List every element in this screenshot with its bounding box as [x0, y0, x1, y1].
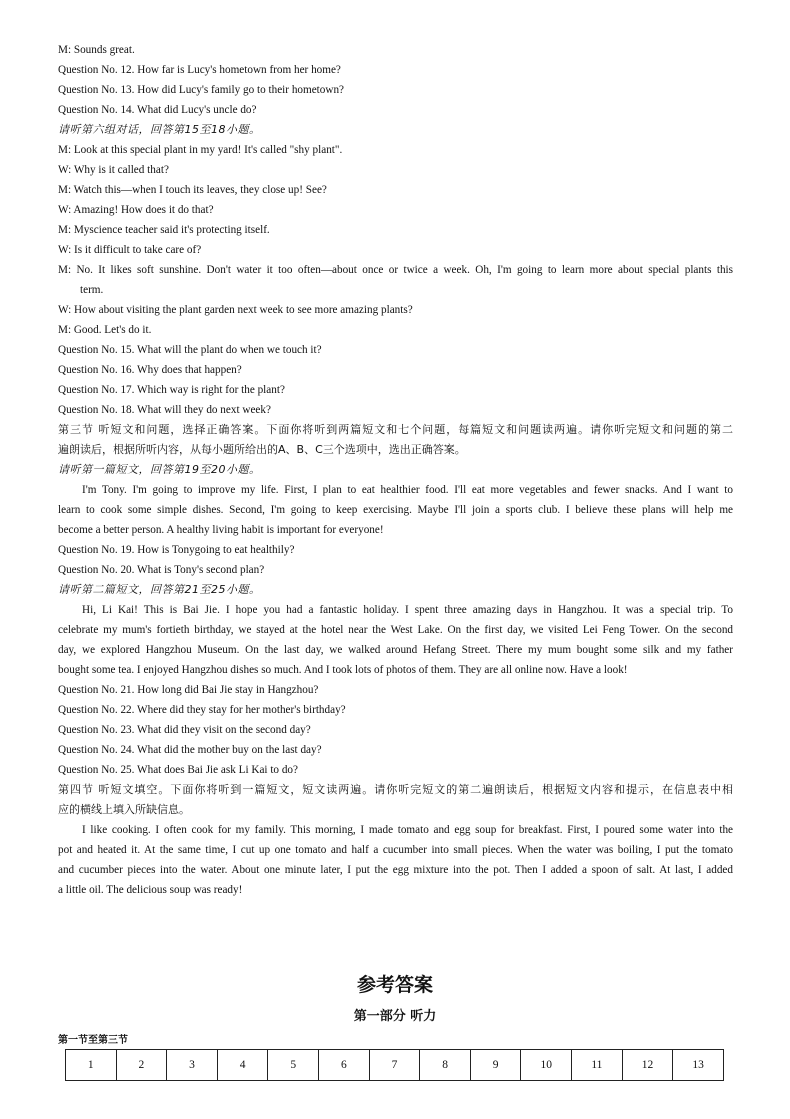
dialogue-line: M: Myscience teacher said it's protecting itself. [58, 224, 270, 236]
dialogue-line: W: Is it difficult to take care of? [58, 244, 202, 256]
dialogue-line: W: Amazing! How does it do that? [58, 204, 214, 216]
passage-line: a little oil. The delicious soup was ready! [58, 884, 243, 896]
dialogue-line: M: Sounds great. [58, 44, 135, 56]
question-line: Question No. 15. What will the plant do when we touch it? [58, 344, 322, 356]
table-cell: 13 [673, 1050, 724, 1081]
question-line: Question No. 22. Where did they stay for her mother's birthday? [58, 704, 346, 716]
passage-line: day, we explored Hangzhou Museum. On the last day, we walked around Hefang Street. There my mum bought some silk and my father [58, 644, 733, 656]
passage-line: I like cooking. I often cook for my family. This morning, I made tomato and egg soup for breakfast. First, I poured some water into the [82, 824, 733, 836]
passage-line: celebrate my mum's fortieth birthday, we stayed at the hotel near the West Lake. On the first day, we visited Lei Feng Tower. On the second [58, 624, 733, 636]
dialogue-line: W: How about visiting the plant garden next week to see more amazing plants? [58, 304, 413, 316]
table-cell: 3 [167, 1050, 218, 1081]
table-cell: 4 [217, 1050, 268, 1081]
table-cell: 12 [622, 1050, 673, 1081]
question-line: Question No. 21. How long did Bai Jie stay in Hangzhou? [58, 684, 319, 696]
dialogue-line: M: Watch this—when I touch its leaves, they close up! See? [58, 184, 327, 196]
dialogue-line: M: No. It likes soft sunshine. Don't water it too often—about once or twice a week. Oh, I'm going to learn more about special plants this [58, 264, 733, 276]
passage-line: pot and heated it. At the same time, I cut up one tomato and half a cucumber into small pieces. When the water was boiling, I put the tomato [58, 844, 733, 856]
dialogue-line: M: Good. Let's do it. [58, 324, 152, 336]
passage-line: learn to cook some simple dishes. Second, I'm going to keep exercising. Maybe I'll join a sports club. I believe these plans will help me [58, 504, 733, 516]
question-line: Question No. 14. What did Lucy's uncle do? [58, 104, 257, 116]
table-row [66, 1050, 724, 1081]
table-cell: 10 [521, 1050, 572, 1081]
section-instruction: 请听第六组对话，回答第15至18小题。 [58, 123, 261, 136]
table-cell: 7 [369, 1050, 420, 1081]
table-cell: 8 [420, 1050, 471, 1081]
dialogue-line: W: Why is it called that? [58, 164, 169, 176]
table-cell: 6 [319, 1050, 370, 1081]
section-instruction: 请听第二篇短文，回答第21至25小题。 [58, 583, 261, 596]
table-cell: 11 [572, 1050, 623, 1081]
question-line: Question No. 25. What does Bai Jie ask Li Kai to do? [58, 764, 298, 776]
table-label: 第一节至第三节 [58, 1035, 128, 1046]
section-instruction: 请听第一篇短文，回答第19至20小题。 [58, 463, 261, 476]
question-line: Question No. 12. How far is Lucy's hometown from her home? [58, 64, 341, 76]
passage-line: and cucumber pieces into the water. About one minute later, I put the egg mixture into the pot. Then I added a spoon of salt. At last, I added [58, 864, 733, 876]
dialogue-line: M: Look at this special plant in my yard! It's called "shy plant". [58, 144, 343, 156]
section-heading-continued: 遍朗读后，根据所听内容，从每小题所给出的A、B、C三个选项中，选出正确答案。 [58, 443, 466, 456]
section-heading: 第四节 听短文填空。下面你将听到一篇短文，短文读两遍。请你听完短文的第二遍朗读后，根据短文内容和提示，在信息表中相 [58, 783, 733, 796]
section-heading: 第三节 听短文和问题，选择正确答案。下面你将听到两篇短文和七个问题，每篇短文和问题读两遍。请你听完短文和问题的第二 [58, 423, 733, 436]
passage-line: bought some tea. I enjoyed Hangzhou dishes so much. And I took lots of photos of them. They are all online now. Have a look! [58, 664, 628, 676]
answer-table [65, 1049, 724, 1081]
table-cell: 5 [268, 1050, 319, 1081]
answer-key-title: 参考答案 [356, 974, 433, 996]
table-cell: 2 [116, 1050, 167, 1081]
answer-key-subtitle: 第一部分 听力 [353, 1009, 437, 1024]
passage-line: I'm Tony. I'm going to improve my life. First, I plan to eat healthier food. I'll eat more vegetables and fewer snacks. And I want to [82, 484, 733, 496]
question-line: Question No. 20. What is Tony's second plan? [58, 564, 265, 576]
table-cell: 9 [470, 1050, 521, 1081]
section-heading-continued: 应的横线上填入所缺信息。 [58, 803, 190, 816]
passage-line: Hi, Li Kai! This is Bai Jie. I hope you had a fantastic holiday. I spent three amazing days in Hangzhou. It was a special trip. To [82, 604, 733, 616]
passage-line: become a better person. A healthy living habit is important for everyone! [58, 524, 384, 536]
question-line: Question No. 23. What did they visit on the second day? [58, 724, 311, 736]
table-cell: 1 [66, 1050, 117, 1081]
question-line: Question No. 18. What will they do next week? [58, 404, 271, 416]
question-line: Question No. 13. How did Lucy's family go to their hometown? [58, 84, 345, 96]
question-line: Question No. 19. How is Tonygoing to eat healthily? [58, 544, 295, 556]
question-line: Question No. 24. What did the mother buy on the last day? [58, 744, 322, 756]
dialogue-line-continued: term. [80, 284, 104, 296]
question-line: Question No. 17. Which way is right for the plant? [58, 384, 285, 396]
question-line: Question No. 16. Why does that happen? [58, 364, 242, 376]
